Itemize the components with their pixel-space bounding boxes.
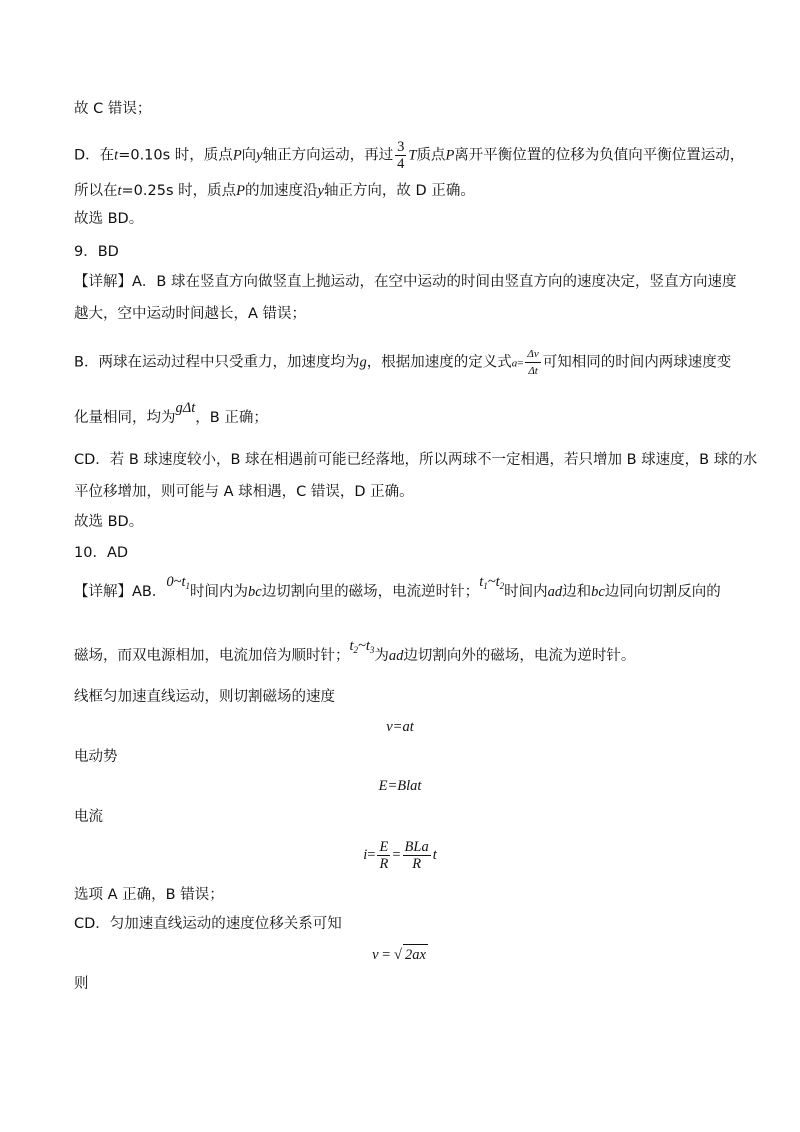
text-run: 轴正方向，故 D 正确。 [323,183,475,199]
math-var: t [114,147,119,164]
equation [0,944,800,965]
equation: v=at [386,719,414,735]
text-line: 故选 BD。 [74,211,144,227]
text-line: 平位移增加，则可能与 A 球相遇，C 错误，D 正确。 [74,484,414,500]
fraction-denominator: R [412,855,422,872]
math-var: y [317,183,324,199]
math-var: t [432,847,437,863]
math-var: y [256,147,263,164]
math-subscript: 2 [499,581,505,591]
math-op: = [517,357,524,370]
math-subscript: 3 [369,645,375,655]
text-line: 则 [74,976,89,992]
text-line [74,400,268,428]
math-subscript: 1 [185,581,190,591]
math-var: P [236,183,245,199]
text-run: 边切割向里的磁场，电流逆时针； [261,584,480,600]
text-run: ，B 正确； [195,410,268,426]
question-answer: 10．AD [74,545,129,561]
fraction [377,839,390,872]
text-run: B．两球在运动过程中只受重力，加速度均为 [74,354,360,371]
text-line: 电流 [74,809,103,825]
text-line: 越大，空中运动时间越长，A 错误； [74,306,307,322]
text-run: 离开平衡位置的位移为负值向平衡位置运动， [454,147,745,164]
text-run: 时间内为 [190,584,248,600]
text-run: ，根据加速度的定义式 [366,354,512,371]
text-run: 的加速度沿 [245,183,318,199]
math-var: a [511,357,518,370]
math-op: = [378,947,394,963]
text-run: =0.25s 时，质点 [121,183,237,199]
question-answer: 9．BD [74,244,119,260]
text-run: 所以在 [74,183,118,199]
fraction-numerator: Δv [525,346,540,363]
math-var: bc [591,584,605,600]
math-range [166,574,190,590]
sqrt-symbol: √ [393,947,402,963]
fraction-denominator: 4 [397,156,405,172]
fraction-numerator: E [379,838,389,855]
text-line: CD．匀加速直线运动的速度位移关系可知 [74,916,342,932]
math-subscript: 1 [483,581,488,591]
fraction-denominator: R [379,855,389,872]
math-var: bc [248,584,262,600]
text-line: 【详解】A．B 球在竖直方向做竖直上抛运动，在空中运动的时间由竖直方向的速度决定，竖直方向速度 [74,274,737,290]
math-var: ad [547,584,563,600]
text-line: 故选 BD。 [74,514,144,530]
math-op: = [367,847,376,863]
math-var: ~t [487,574,500,590]
fraction [403,839,431,872]
math-var: i [363,847,368,863]
text-run: 可知相同的时间内两球速度变 [542,354,732,371]
math-var: P [445,147,455,164]
text-line [74,638,636,670]
fraction-numerator: 3 [397,139,405,155]
text-run: 时间内 [504,584,548,600]
fraction-numerator: BLa [404,838,429,855]
text-line: 选项 A 正确，B 错误； [74,887,224,903]
text-run: 磁场，而双电源相加，电流加倍为顺时针； [74,648,350,664]
math-var: 0~t [166,574,186,590]
text-run: 轴正方向运动，再过 [262,147,394,164]
math-var: ~t [358,638,370,654]
text-line [74,346,731,379]
text-run: =0.10s 时，质点 [118,147,233,164]
text-run: 化量相同，均为 [74,410,176,426]
text-line: 电动势 [74,749,118,765]
text-run: 边切割向外的磁场，电流为逆时针。 [403,648,636,664]
text-run: D．在 [74,147,115,164]
text-line: 线框匀加速直线运动，则切割磁场的速度 [74,689,335,705]
fraction [525,346,540,379]
fraction [395,139,406,172]
text-line: CD．若 B 球速度较小，B 球在相遇前可能已经落地，所以两球不一定相遇，若只增加 B 球速度，B 球的水 [74,452,758,468]
text-run: 向 [241,147,257,164]
math-range [350,638,375,654]
text-line [74,574,721,606]
text-run: 质点 [416,147,446,164]
text-run: 边同向切割反向的 [604,584,721,600]
text-run: 边和 [562,584,592,600]
math-var: t [349,638,354,654]
fraction-denominator: Δt [528,365,538,377]
math-range [479,574,504,590]
equation: E=Blat [378,778,422,794]
math-var: t [117,183,122,199]
sqrt-radicand: 2ax [403,944,428,965]
text-line [74,139,744,172]
math-var: ad [388,648,404,664]
math-expr: gΔt [175,400,196,416]
text-line: 故 C 错误； [74,101,152,117]
math-var: v [372,947,379,963]
equation [0,838,800,872]
text-run: 为 [374,648,389,664]
text-run: 【详解】AB． [74,584,167,600]
math-var: t [479,574,484,590]
text-line [74,181,475,201]
math-var: T [408,147,417,164]
math-var: P [232,147,242,164]
math-op: = [392,847,401,863]
math-var: g [359,354,367,371]
math-subscript: 2 [353,645,359,655]
